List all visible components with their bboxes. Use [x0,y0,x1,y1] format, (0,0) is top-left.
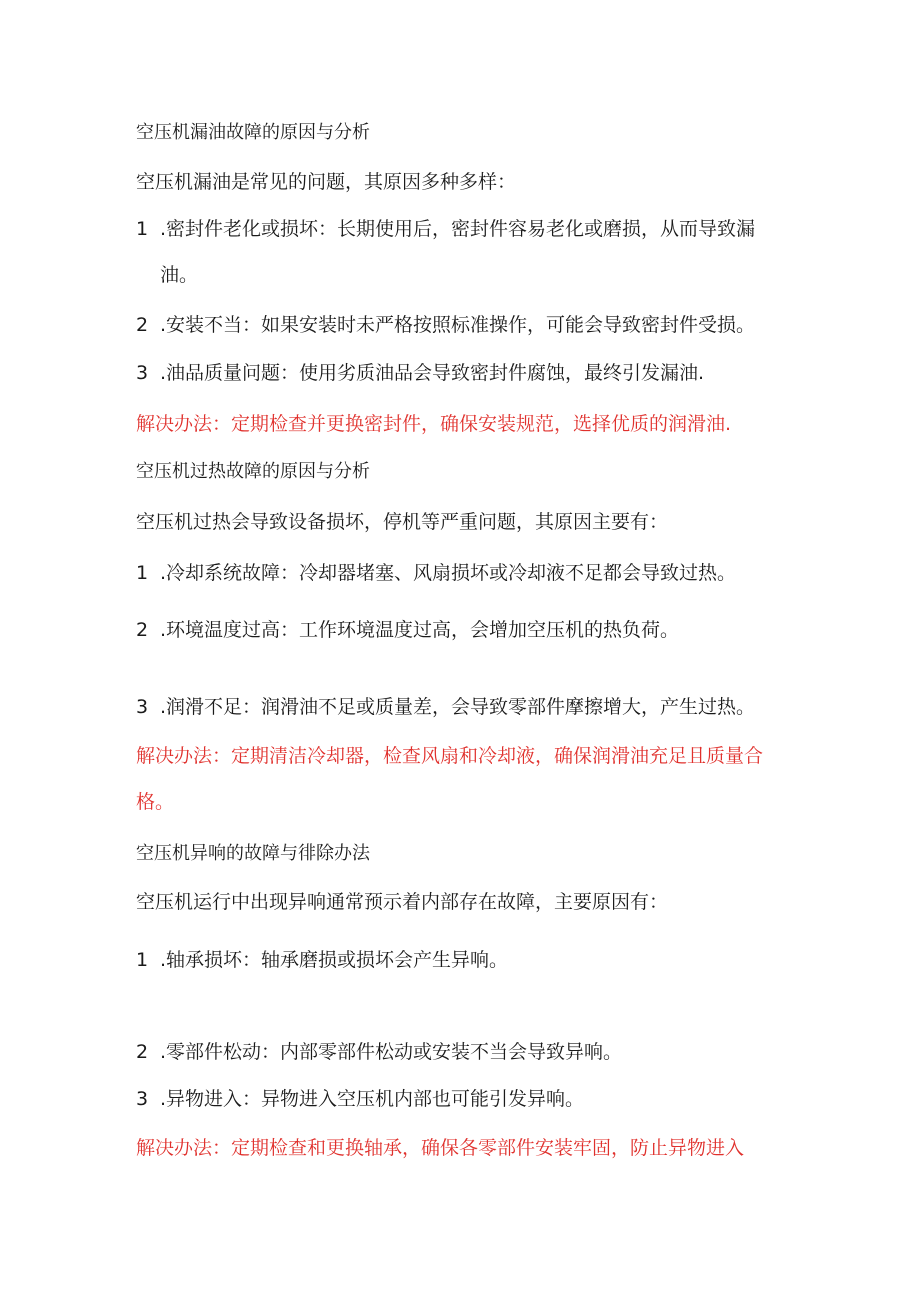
section-heading: 空压机过热故障的原因与分析 [136,461,370,482]
list-item-text: .异物进入：异物进入空压机内部也可能引发异响。 [160,1088,585,1110]
list-item-number: 3 [136,362,149,384]
solution-text: 解决办法：定期检查和更换轴承，确保各零部件安装牢固，防止异物进入 [136,1137,745,1159]
list-item-text: .轴承损坏：轴承磨损或损坏会产生异响。 [160,949,509,971]
solution-text: 解决办法：定期清洁冷却器，检查风扇和冷却液，确保润滑油充足且质量合格。 [136,745,764,813]
list-item-text: .密封件老化或损坏：长期使用后，密封件容易老化或磨损，从而导致漏油。 [160,218,756,286]
list-item [136,361,786,385]
list-item-number: 3 [136,1088,149,1110]
section-heading: 空压机漏油故障的原因与分析 [136,122,370,143]
list-item-text: .环境温度过高：工作环境温度过高，会增加空压机的热负荷。 [160,619,680,641]
list-item [136,1040,786,1064]
list-item [136,695,786,719]
list-item [136,618,786,642]
list-item [136,313,786,337]
section-heading: 空压机异响的故障与徘除办法 [136,843,370,864]
section-intro: 空压机运行中出现异响通常预示着内部存在故障，主要原因有： [136,891,669,913]
list-item-number: 2 [136,619,149,641]
list-item-text: .零部件松动：内部零部件松动或安装不当会导致异响。 [160,1041,623,1063]
list-item-number: 1 [136,949,149,971]
section-intro: 空压机过热会导致设备损坏，停机等严重问题，其原因主要有： [136,511,669,533]
list-item [136,206,786,298]
list-item-number: 3 [136,696,149,718]
list-item-text: .安装不当：如果安装时未严格按照标准操作，可能会导致密封件受损。 [160,314,756,336]
list-item-text: .润滑不足：润滑油不足或质量差，会导致零部件摩擦增大，产生过热。 [160,696,756,718]
list-item-text: .油品质量问题：使用劣质油品会导致密封件腐蚀，最终引发漏油. [160,362,705,384]
list-item [136,1087,786,1111]
list-item-number: 2 [136,1041,149,1063]
list-item-text: .冷却系统故障：冷却器堵塞、风扇损坏或冷却液不足都会导致过热。 [160,562,737,584]
section-intro: 空压机漏油是常见的问题，其原因多种多样： [136,171,517,193]
list-item-number: 1 [136,218,149,240]
list-item-number: 2 [136,314,149,336]
list-item [136,948,786,972]
list-item [136,561,786,585]
list-item-number: 1 [136,562,149,584]
solution-text: 解决办法：定期检查并更换密封件，确保安装规范，选择优质的润滑油. [136,413,732,435]
